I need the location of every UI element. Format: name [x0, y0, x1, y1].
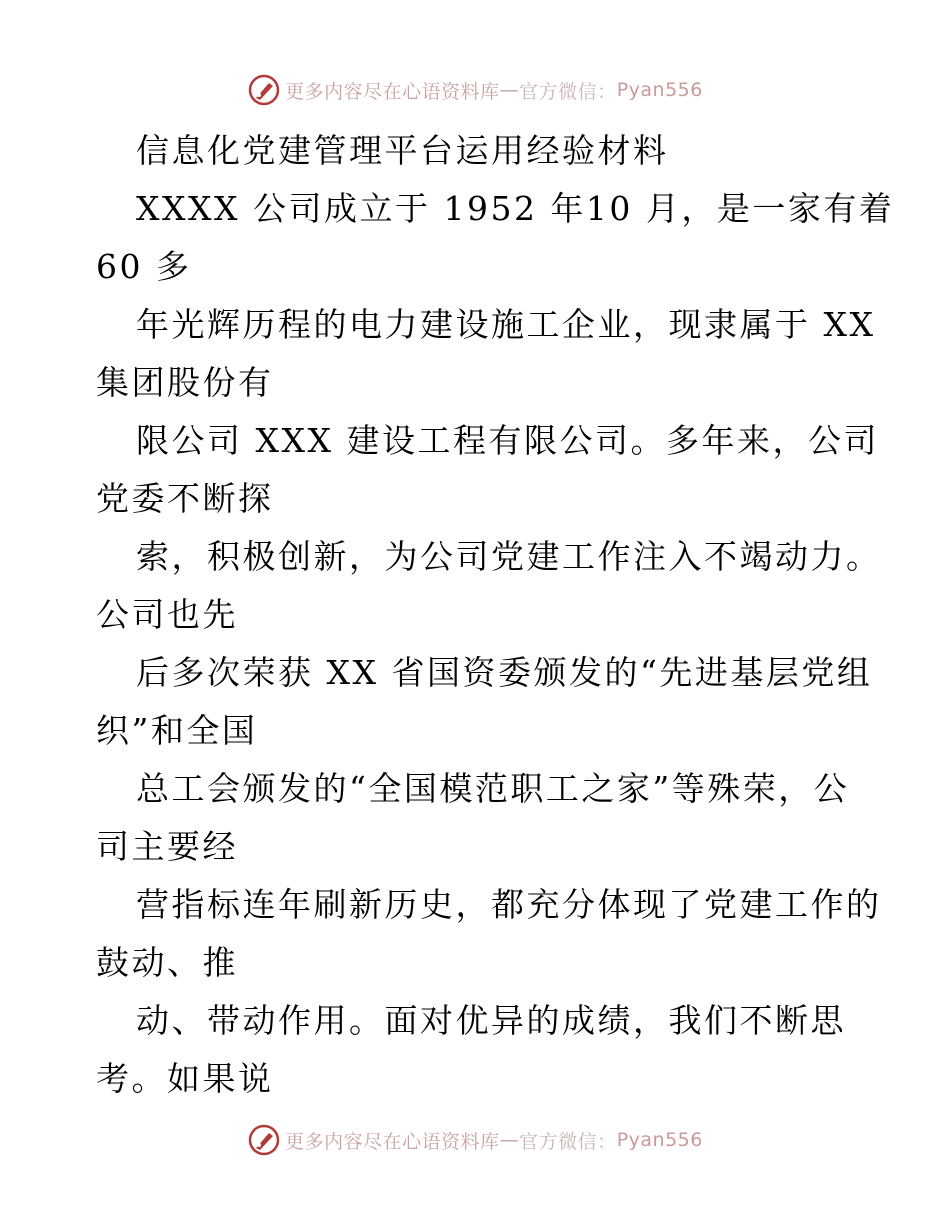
footer-banner [0, 1120, 950, 1160]
text-line: 集团股份有 [96, 363, 274, 402]
text-line: 总工会颁发的“全国模范职工之家”等殊荣，公 [136, 769, 850, 808]
document-title: 信息化党建管理平台运用经验材料 [136, 131, 669, 170]
text-line: 年光辉历程的电力建设施工企业，现隶属于 XX [136, 305, 876, 344]
text-line: 鼓动、推 [96, 943, 238, 982]
text-line: 织”和全国 [96, 711, 258, 750]
text-line: 考。如果说 [96, 1059, 274, 1098]
text-line: 公司也先 [96, 595, 238, 634]
text-line: 60 多 [96, 247, 192, 286]
header-banner [0, 70, 950, 110]
header-wechat-label: 官方微信： [519, 80, 617, 103]
text-line: 动、带动作用。面对优异的成绩，我们不断思 [136, 1001, 846, 1040]
text-line: 司主要经 [96, 827, 238, 866]
text-line: 党委不断探 [96, 479, 274, 518]
footer-wechat-id: Pyan556 [616, 1129, 703, 1151]
header-dash: — [499, 79, 520, 101]
footer-brand-text: 更多内容尽在心语资料库 [285, 1130, 500, 1153]
text-line: XXXX 公司成立于 1952 年10 月，是一家有着 [136, 189, 895, 228]
text-line: 营指标连年刷新历史，都充分体现了党建工作的 [136, 885, 882, 924]
footer-dash: — [499, 1129, 520, 1151]
footer-wechat-label: 官方微信： [519, 1130, 617, 1153]
header-wechat-id: Pyan556 [616, 79, 703, 101]
pen-logo-icon [247, 73, 281, 107]
text-line: 限公司 XXX 建设工程有限公司。多年来，公司 [136, 421, 879, 460]
text-line: 索，积极创新，为公司党建工作注入不竭动力。 [136, 537, 882, 576]
text-line: 后多次荣获 XX 省国资委颁发的“先进基层党组 [136, 653, 873, 692]
document-body [96, 122, 895, 1108]
header-brand-text: 更多内容尽在心语资料库 [285, 80, 500, 103]
pen-logo-icon [247, 1123, 281, 1157]
